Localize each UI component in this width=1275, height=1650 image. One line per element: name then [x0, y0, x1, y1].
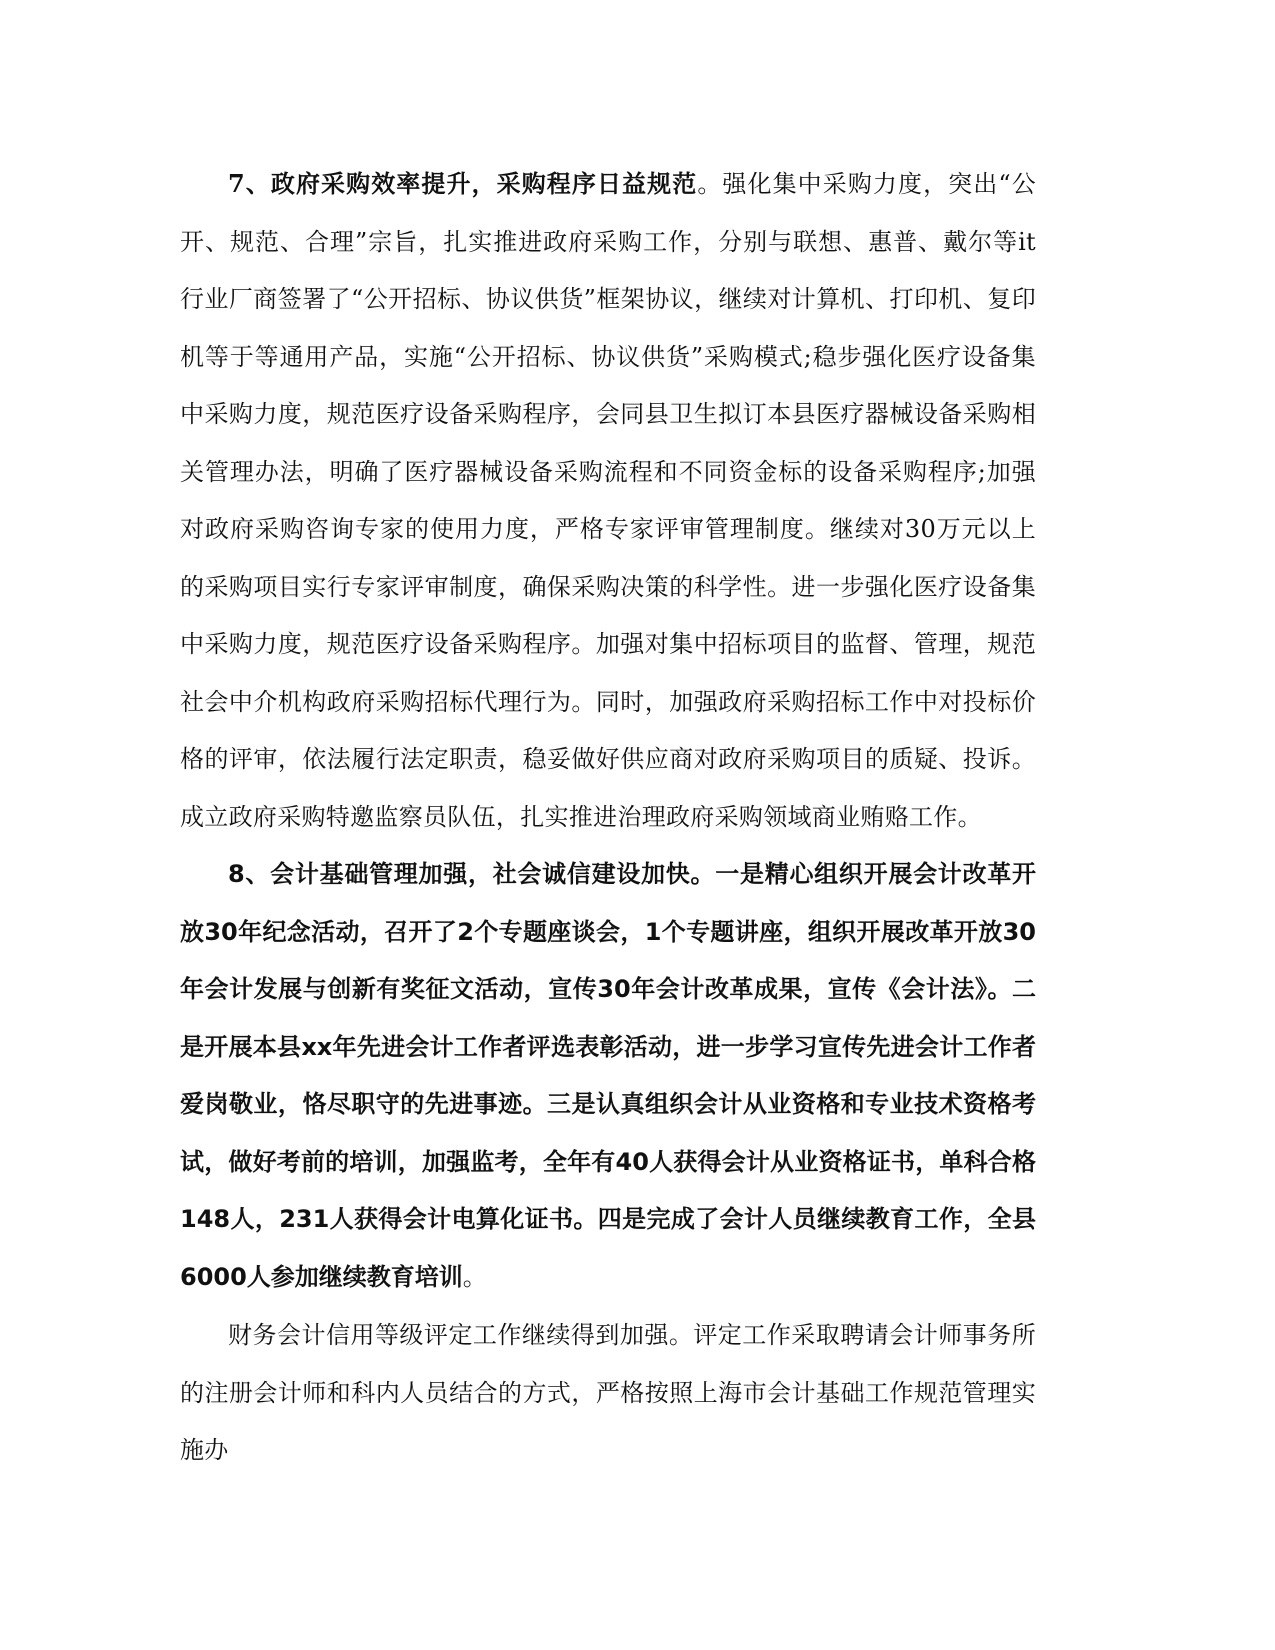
document-page: [180, 155, 1036, 1480]
paragraph-8-body: 。: [462, 1262, 488, 1291]
paragraph-7-heading: 7、政府采购效率提升，采购程序日益规范: [228, 169, 698, 198]
paragraph-7-government-procurement: [180, 155, 1036, 846]
paragraph-credit-rating: [180, 1306, 1036, 1480]
paragraph-8-heading: 8、会计基础管理加强，社会诚信建设加快。一是精心组织开展会计改革开放30年纪念活动，召开了2个专题座谈会，1个专题讲座，组织开展改革开放30年会计发展与创新有奖征文活动，宣传30年会计改革成果，宣传《会计法》。二是开展本县xx年先进会计工作者评选表彰活动，进一步学习宣传先进会计工作者爱岗敬业，恪尽职守的先进事迹。三是认真组织会计从业资格和专业技术资格考试，做好考前的培训，加强监考，全年有40人获得会计从业资格证书，单科合格148人，231人获得会计电算化证书。四是完成了会计人员继续教育工作，全县6000人参加继续教育培训: [180, 860, 1036, 1291]
paragraph-7-body: 。强化集中采购力度，突出“公开、规范、合理”宗旨，扎实推进政府采购工作，分别与联想、惠普、戴尔等it行业厂商签署了“公开招标、协议供货”框架协议，继续对计算机、打印机、复印机等于等通用产品，实施“公开招标、协议供货”采购模式;稳步强化医疗设备集中采购力度，规范医疗设备采购程序，会同县卫生拟订本县医疗器械设备采购相关管理办法，明确了医疗器械设备采购流程和不同资金标的设备采购程序;加强对政府采购咨询专家的使用力度，严格专家评审管理制度。继续对30万元以上的采购项目实行专家评审制度，确保采购决策的科学性。进一步强化医疗设备集中采购力度，规范医疗设备采购程序。加强对集中招标项目的监督、管理，规范社会中介机构政府采购招标代理行为。同时，加强政府采购招标工作中对投标价格的评审，依法履行法定职责，稳妥做好供应商对政府采购项目的质疑、投诉。成立政府采购特邀监察员队伍，扎实推进治理政府采购领域商业贿赂工作。: [180, 170, 1037, 831]
paragraph-8-accounting-management: [180, 846, 1036, 1306]
paragraph-credit-body: 财务会计信用等级评定工作继续得到加强。评定工作采取聘请会计师事务所的注册会计师和科内人员结合的方式，严格按照上海市会计基础工作规范管理实施办: [180, 1321, 1036, 1464]
